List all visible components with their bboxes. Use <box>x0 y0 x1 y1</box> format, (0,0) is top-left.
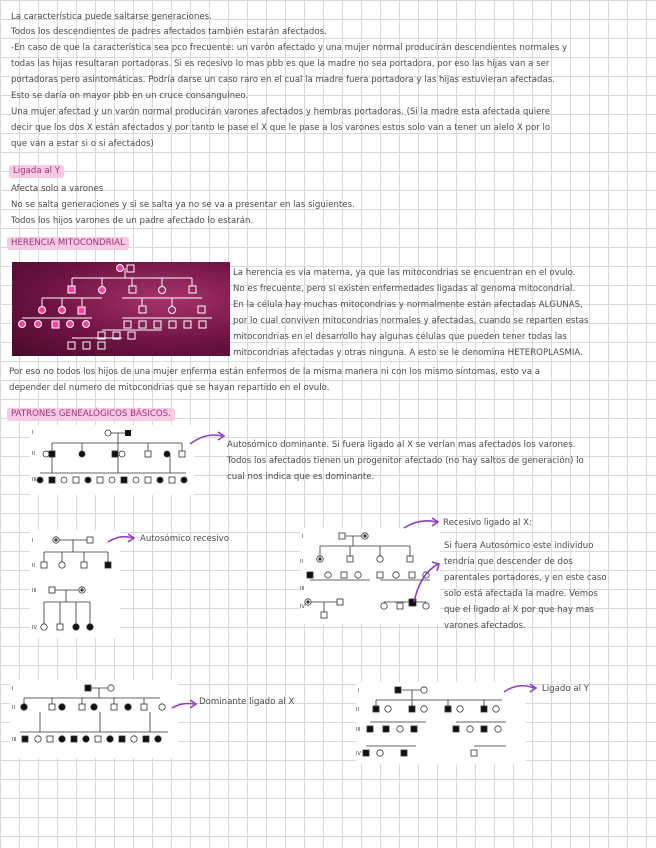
dominante-line: Todos los afectados tienen un progenitor afectado (no hay saltos de generación) lo <box>227 456 584 466</box>
gen-label: I <box>358 688 360 694</box>
intro-line: Una mujer afectad y un varón normal producirán varones afectados y hembras portadoras. (Si la madre esta afectada quiere <box>11 107 551 117</box>
intro-line: Esto se daría on mayor pbb en un cruce consanguíneo. <box>11 91 249 101</box>
recesivo-title: Autosómico recesivo <box>140 534 230 544</box>
mito-pedigree-image <box>12 262 230 356</box>
dominante-x-title: Dominante ligado al X <box>199 697 295 707</box>
dominante-line: Autosómico dominante. Si fuera ligado al X se verían mas afectados los varones. <box>227 440 576 450</box>
gen-label: IV <box>356 751 361 757</box>
mito-after-line: depender del numero de mitocondrias que se hayan repartido en el ovulo. <box>9 383 330 393</box>
gen-label: II <box>32 451 35 457</box>
intro-line: La característica puede saltarse generaciones. <box>11 12 212 22</box>
ligada-y-line: Afecta solo a varones <box>11 184 104 194</box>
pedigree-ligado-y <box>356 682 526 764</box>
intro-line: -En caso de que la característica sea pco frecuente: un varón afectado y una mujer normal producirán descendientes normales y <box>11 43 568 53</box>
gen-label: I <box>12 686 14 692</box>
intro-line: que van a estar si o si afectados) <box>11 139 154 149</box>
gen-label: II <box>300 559 303 565</box>
ligado-y-title: Ligado al Y <box>542 684 589 694</box>
recesivo-x-line: tendría que descender de dos <box>444 557 573 567</box>
recesivo-x-line: que el ligado al X por que hay mas <box>444 605 594 615</box>
gen-label: IV <box>32 625 37 631</box>
intro-line: decir que los dos X están afectados y por tanto le pase el X que le pase a los varones estos solo van a tener un alelo X por lo <box>11 123 551 133</box>
gen-label: II <box>356 707 359 713</box>
gen-label: III <box>32 588 37 594</box>
mito-heading: HERENCIA MITOCONDRIAL <box>7 237 129 250</box>
mito-line: En la célula hay muchas mitocondrias y normalmente están afectadas ALGUNAS, <box>233 300 583 310</box>
recesivo-x-line: solo está afectada la madre. Vemos <box>444 589 598 599</box>
arrow-icon <box>106 532 138 546</box>
arrow-icon <box>402 516 442 532</box>
gen-label: III <box>356 727 361 733</box>
dominante-line: cual nos indica que es dominante. <box>227 472 375 482</box>
gen-label: III <box>12 737 17 743</box>
arrow-icon <box>188 430 228 448</box>
pedigree-autosomico-recesivo <box>30 530 120 638</box>
intro-line: Todos los descendientes de padres afectados también estarán afectados. <box>11 27 327 37</box>
gen-label: II <box>32 563 35 569</box>
gen-label: II <box>12 705 15 711</box>
gen-label: I <box>32 430 34 436</box>
mito-after-line: Por eso no todos los hijos de una mujer enferma están enfermos de la misma manera ni con los mismo síntomas, esto va a <box>9 367 540 377</box>
arrow-icon <box>170 698 200 712</box>
intro-line: portadoras pero asintomáticas. Podría darse un caso raro en el cual la madre fuera portadora y las hijas estuvieran afectadas. <box>11 75 555 85</box>
recesivo-x-line: Si fuera Autosómico este individuo <box>444 541 594 551</box>
gen-label: III <box>300 586 305 592</box>
gen-label: III <box>32 477 37 483</box>
mito-line: mitocondrias afectadas y otras ninguna. A esto se le denomina HETEROPLASMIA. <box>233 348 583 358</box>
ligada-y-line: Todos los hijos varones de un padre afectado lo estarán. <box>11 216 254 226</box>
mito-line: No es frecuente, pero si existen enfermedades ligadas al genoma mitocondrial. <box>233 284 576 294</box>
recesivo-x-title: Recesivo ligado al X: <box>443 518 532 528</box>
arrow-icon <box>410 560 444 604</box>
recesivo-x-line: varones afectados. <box>444 621 526 631</box>
pedigree-dominante-x <box>10 680 178 758</box>
mito-line: por lo cual conviven mitocondrias normales y afectadas, cuando se reparten estas <box>233 316 589 326</box>
pedigree-autosomico-dominante <box>30 425 194 495</box>
ligada-y-heading: Ligada al Y <box>9 165 64 178</box>
patrones-heading: PATRONES GENEALÓGICOS BÁSICOS. <box>7 408 175 421</box>
mito-line: mitocondrias en el desarrollo hay algunas células que pueden tener todas las <box>233 332 567 342</box>
ligada-y-line: No se salta generaciones y si se salta ya no se va a presentar en las siguientes. <box>11 200 355 210</box>
gen-label: IV <box>300 604 305 610</box>
recesivo-x-line: parentales portadores, y en este caso <box>444 573 607 583</box>
gen-label: I <box>32 538 34 544</box>
intro-line: todas las hijas resultaran portadoras. Si es recesivo lo mas pbb es que la madre no sea portadora, por eso las hijas van a ser <box>11 59 550 69</box>
arrow-icon <box>502 680 542 696</box>
gen-label: I <box>302 534 304 540</box>
mito-line: La herencia es vía materna, ya que las mitocondrias se encuentran en el ovulo. <box>233 268 576 278</box>
